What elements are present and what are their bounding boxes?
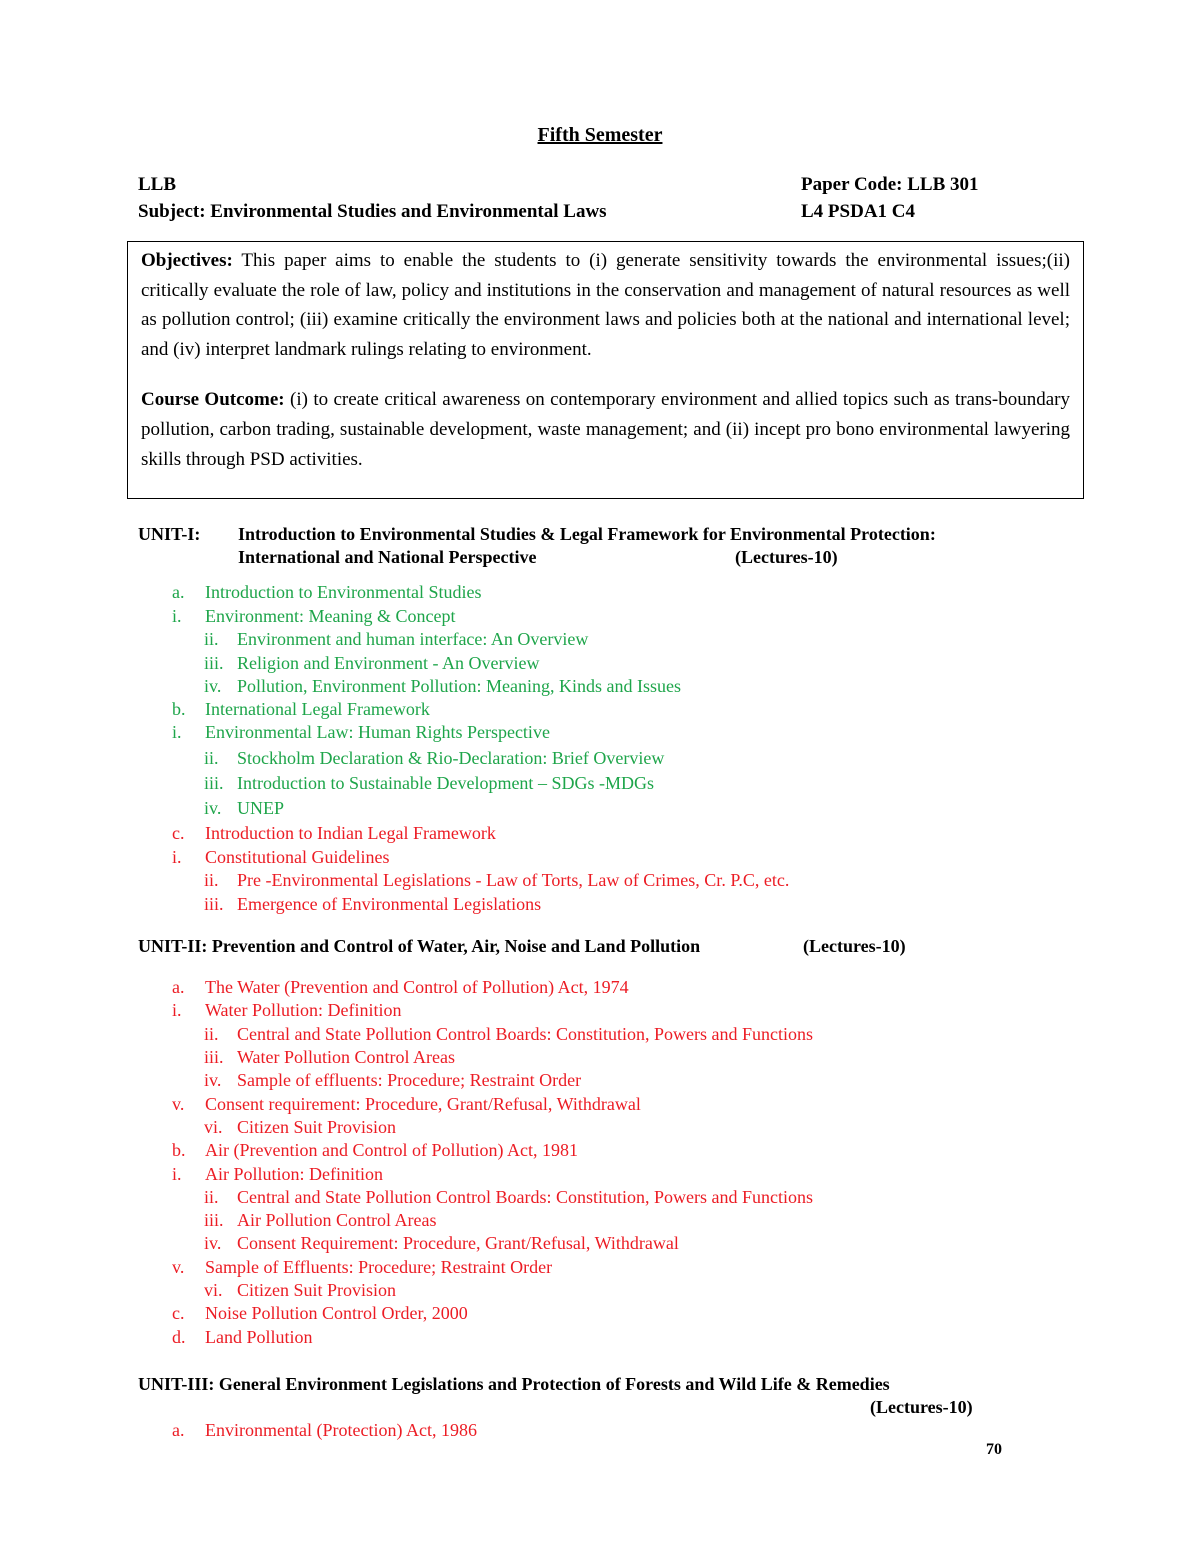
- list-marker: c.: [172, 1303, 185, 1323]
- list-item: [172, 1257, 552, 1278]
- list-marker: ii.: [204, 870, 219, 890]
- unit1-title-line2: International and National Perspective: [238, 547, 537, 567]
- list-item-text: Constitutional Guidelines: [205, 847, 390, 867]
- list-marker: vi.: [204, 1280, 223, 1300]
- list-marker: iii.: [204, 1047, 224, 1067]
- list-item: [172, 1327, 313, 1348]
- list-item: [172, 1420, 477, 1441]
- unit1-title-line1: Introduction to Environmental Studies & Legal Framework for Environmental Protection:: [238, 524, 936, 544]
- list-marker: v.: [172, 1094, 185, 1114]
- objectives-box: [127, 241, 1084, 499]
- sub-list-item: [204, 1187, 813, 1208]
- sub-list-item: [204, 1024, 813, 1045]
- list-item: [172, 977, 629, 998]
- sub-list-item: [204, 1117, 396, 1138]
- list-marker: i.: [172, 606, 182, 626]
- list-item-text: Pre -Environmental Legislations - Law of Torts, Law of Crimes, Cr. P.C, etc.: [237, 870, 790, 890]
- list-item: [172, 606, 455, 627]
- subject-title: Subject: Environmental Studies and Environmental Laws: [138, 201, 607, 222]
- paper-code: Paper Code: LLB 301: [801, 174, 979, 195]
- list-item-text: Water Pollution: Definition: [205, 1000, 402, 1020]
- list-item-text: Water Pollution Control Areas: [237, 1047, 456, 1067]
- sub-list-item: [204, 773, 654, 794]
- sub-list-item: [204, 870, 789, 891]
- unit3-lectures: (Lectures-10): [870, 1397, 973, 1417]
- unit1-lectures: (Lectures-10): [735, 547, 838, 567]
- list-marker: iii.: [204, 894, 224, 914]
- sub-list-item: [204, 748, 664, 769]
- list-item: [172, 1303, 468, 1324]
- list-item-text: Central and State Pollution Control Boards: Constitution, Powers and Functions: [237, 1187, 813, 1207]
- list-marker: i.: [172, 1000, 182, 1020]
- list-item-text: Environment and human interface: An Overview: [237, 629, 589, 649]
- list-item: [172, 1000, 402, 1021]
- objectives-paragraph: [141, 246, 1070, 364]
- list-marker: c.: [172, 823, 185, 843]
- list-marker: d.: [172, 1327, 186, 1347]
- list-marker: iv.: [204, 798, 222, 818]
- page-number: 70: [986, 1441, 1002, 1458]
- list-item-text: Emergence of Environmental Legislations: [237, 894, 542, 914]
- list-item-text: Central and State Pollution Control Boards: Constitution, Powers and Functions: [237, 1024, 813, 1044]
- list-marker: i.: [172, 1164, 182, 1184]
- list-item: [172, 582, 481, 603]
- list-item-text: Introduction to Indian Legal Framework: [205, 823, 496, 843]
- list-item-text: Consent requirement: Procedure, Grant/Refusal, Withdrawal: [205, 1094, 641, 1114]
- sub-list-item: [204, 1233, 679, 1254]
- list-item-text: International Legal Framework: [205, 699, 430, 719]
- list-item-text: Sample of Effluents: Procedure; Restraint Order: [205, 1257, 553, 1277]
- list-item-text: Air (Prevention and Control of Pollution) Act, 1981: [205, 1140, 578, 1160]
- list-marker: ii.: [204, 1187, 219, 1207]
- list-item: [172, 847, 390, 868]
- list-marker: ii.: [204, 629, 219, 649]
- outcome-text: (i) to create critical awareness on contemporary environment and allied topics such as trans-boundary pollution, carbon trading, sustainable development, waste management; and (ii) incept pro bono environmental lawyering skills through PSD activities.: [141, 389, 1071, 470]
- sub-list-item: [204, 629, 588, 650]
- list-item: [172, 823, 496, 844]
- list-item: [172, 1094, 641, 1115]
- list-marker: b.: [172, 1140, 186, 1160]
- list-marker: i.: [172, 847, 182, 867]
- outcome-paragraph: [141, 385, 1070, 474]
- list-marker: v.: [172, 1257, 185, 1277]
- list-item: [172, 699, 430, 720]
- sub-list-item: [204, 1210, 437, 1231]
- list-marker: i.: [172, 722, 182, 742]
- list-marker: iii.: [204, 653, 224, 673]
- list-item-text: Consent Requirement: Procedure, Grant/Refusal, Withdrawal: [237, 1233, 679, 1253]
- list-item-text: Noise Pollution Control Order, 2000: [205, 1303, 468, 1323]
- sub-list-item: [204, 1070, 581, 1091]
- list-item-text: Environment: Meaning & Concept: [205, 606, 456, 626]
- list-item-text: Environmental Law: Human Rights Perspective: [205, 722, 550, 742]
- sub-list-item: [204, 894, 541, 915]
- unit3-title: UNIT-III: General Environment Legislations and Protection of Forests and Wild Life & Remedies: [138, 1374, 890, 1394]
- unit2-title: UNIT-II: Prevention and Control of Water, Air, Noise and Land Pollution: [138, 936, 701, 956]
- list-marker: ii.: [204, 1024, 219, 1044]
- list-item-text: Religion and Environment - An Overview: [237, 653, 540, 673]
- list-marker: iv.: [204, 1070, 222, 1090]
- sub-list-item: [204, 676, 681, 697]
- list-marker: iv.: [204, 1233, 222, 1253]
- list-item-text: Stockholm Declaration & Rio-Declaration: Brief Overview: [237, 748, 665, 768]
- list-marker: ii.: [204, 748, 219, 768]
- list-marker: vi.: [204, 1117, 223, 1137]
- sub-list-item: [204, 653, 539, 674]
- list-item-text: Citizen Suit Provision: [237, 1117, 397, 1137]
- unit2-lectures: (Lectures-10): [803, 936, 906, 956]
- list-marker: a.: [172, 977, 185, 997]
- list-item: [172, 722, 550, 743]
- sub-list-item: [204, 798, 284, 819]
- list-item-text: Environmental (Protection) Act, 1986: [205, 1420, 477, 1440]
- list-item-text: Citizen Suit Provision: [237, 1280, 397, 1300]
- sub-list-item: [204, 1280, 396, 1301]
- objectives-text: This paper aims to enable the students to (i) generate sensitivity towards the environmental issues;(ii) critically evaluate the role of law, policy and institutions in the conservation and management of natural resources as well as pollution control; (iii) examine critically the environment laws and policies both at the national and international level; and (iv) interpret landmark rulings relating to environment.: [141, 250, 1070, 360]
- list-marker: b.: [172, 699, 186, 719]
- level-code: L4 PSDA1 C4: [801, 201, 916, 222]
- objectives-label: Objectives:: [141, 250, 233, 271]
- list-item-text: Air Pollution: Definition: [205, 1164, 383, 1184]
- list-item: [172, 1164, 383, 1185]
- list-item-text: Sample of effluents: Procedure; Restraint Order: [237, 1070, 582, 1090]
- semester-title: Fifth Semester: [537, 124, 663, 146]
- outcome-label: Course Outcome:: [141, 389, 285, 411]
- program-label: LLB: [138, 174, 177, 195]
- list-marker: iii.: [204, 1210, 224, 1230]
- list-marker: a.: [172, 1420, 185, 1440]
- list-item-text: Introduction to Environmental Studies: [205, 582, 482, 602]
- list-marker: a.: [172, 582, 185, 602]
- list-item-text: UNEP: [237, 798, 285, 818]
- list-marker: iv.: [204, 676, 222, 696]
- unit1-label: UNIT-I:: [138, 524, 201, 544]
- list-item-text: Introduction to Sustainable Development – SDGs -MDGs: [237, 773, 654, 793]
- sub-list-item: [204, 1047, 455, 1068]
- list-item-text: The Water (Prevention and Control of Pollution) Act, 1974: [205, 977, 629, 997]
- list-item: [172, 1140, 578, 1161]
- list-item-text: Land Pollution: [205, 1327, 313, 1347]
- list-marker: iii.: [204, 773, 224, 793]
- list-item-text: Pollution, Environment Pollution: Meaning, Kinds and Issues: [237, 676, 681, 696]
- list-item-text: Air Pollution Control Areas: [237, 1210, 437, 1230]
